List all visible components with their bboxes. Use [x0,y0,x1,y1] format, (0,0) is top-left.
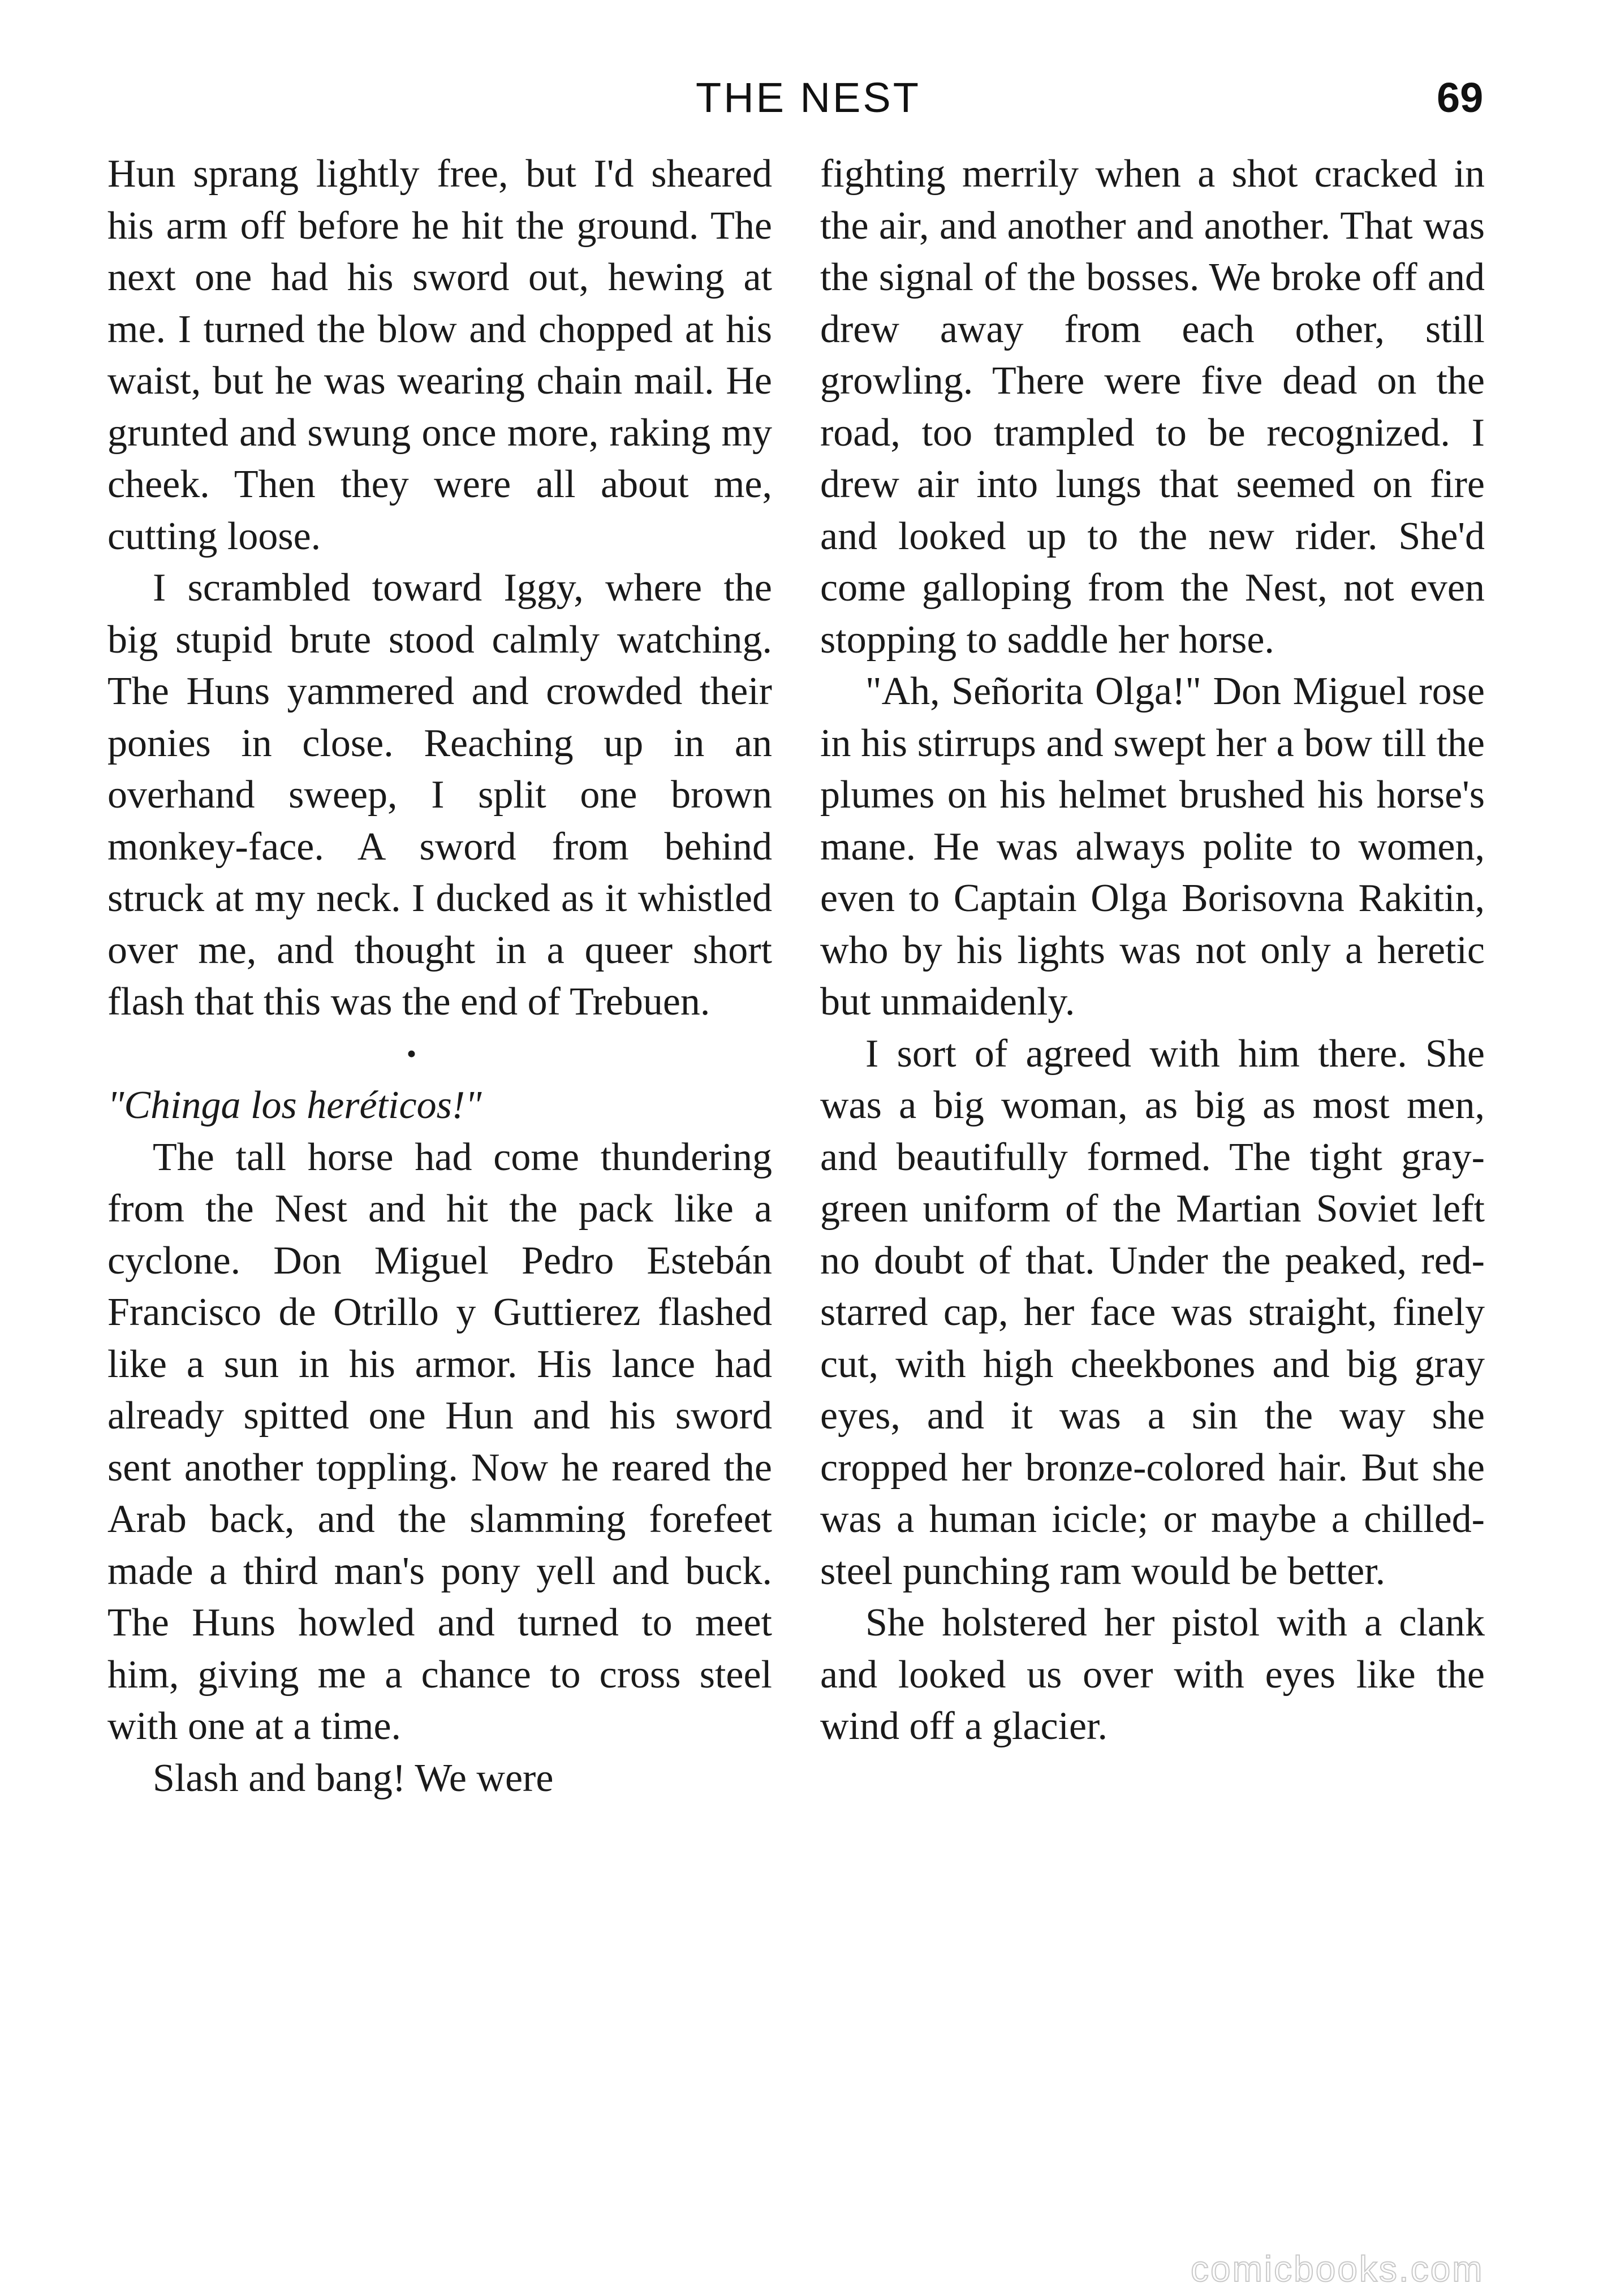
section-break-mark: • [406,1037,417,1069]
spanish-shout: "Chinga los heréticos!" [107,1084,482,1127]
page-header [0,74,1603,136]
paragraph: I scrambled toward Iggy, where the big stupid brute stood calmly watching. The Huns yammered and crowded their ponies in close. Reaching up in an overhand sweep, I split one brown monkey-face. A sword from behind struck at my neck. I ducked as it whistled over me, and thought in a queer short flash that this was the end of Trebuen. [107,566,772,1024]
paragraph: The tall horse had come thundering from the Nest and hit the pack like a cyclone. Don Miguel Pedro Estebán Francisco de Otrillo y Guttierez flashed like a sun in his armor. His lance had already spitted one Hun and his sword sent another toppling. Now he reared the Arab back, and the slamming forefeet made a third man's pony yell and buck. The Huns howled and turned to meet him, giving me a chance to cross steel with one at a time. [107,1135,772,1748]
paragraph: Hun sprang lightly free, but I'd sheared his arm off before he hit the ground. The next one had his sword out, hewing at me. I turned the blow and chopped at his waist, but he was wearing chain mail. He grunted and swung once more, raking my cheek. Then they were all about me, cutting loose. [107,152,772,558]
page-number: 69 [1437,74,1484,121]
paragraph: "Ah, Señorita Olga!" Don Miguel rose in his stirrups and swept her a bow till the plumes on his helmet brushed his horse's mane. He was always polite to women, even to Captain Olga Borisovna Rakitin, who by his lights was not only a heretic but unmaidenly. [820,670,1485,1024]
right-column [820,148,1485,1753]
paragraph: fighting merrily when a shot cracked in the air, and another and another. That was the signal of the bosses. We broke off and drew away from each other, still growling. There were five dead on the road, too trampled to be recognized. I drew air into lungs that seemed on fire and looked up to the new rider. She'd come galloping from the Nest, not even stopping to saddle her horse. [820,152,1485,662]
left-column [107,148,772,1804]
paragraph: She holstered her pistol with a clank and looked us over with eyes like the wind off a glacier. [820,1601,1485,1748]
paragraph: I sort of agreed with him there. She was a big woman, as big as most men, and beautifully formed. The tight gray-green uniform of the Martian Soviet left no doubt of that. Under the peaked, red-starred cap, her face was straight, finely cut, with high cheekbones and big gray eyes, and it was a sin the way she cropped her bronze-colored hair. But she was a human icicle; or maybe a chilled-steel punching ram would be better. [820,1032,1485,1593]
paragraph: Slash and bang! We were [153,1756,554,1800]
watermark: comicbooks.com [1191,2248,1484,2289]
running-title: THE NEST [696,74,921,121]
